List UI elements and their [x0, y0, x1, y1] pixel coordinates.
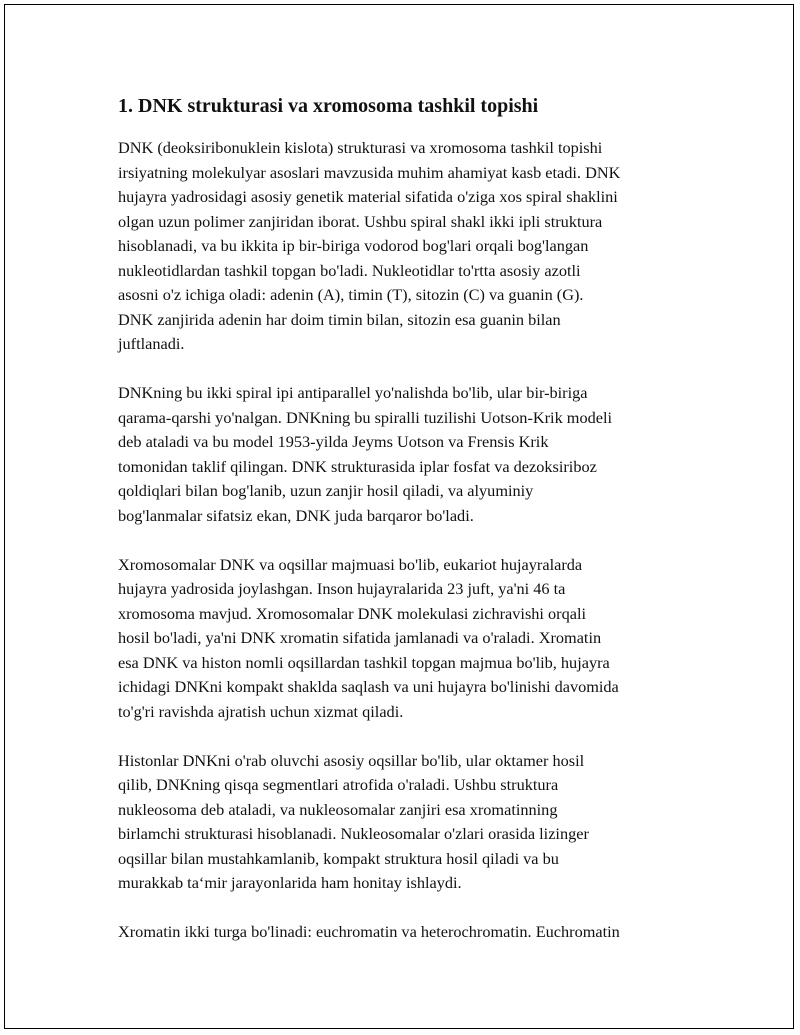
text-line: DNK zanjirida adenin har doim timin bilan, sitozin esa guanin bilan [118, 309, 561, 329]
text-line: hosil bo'ladi, ya'ni DNK xromatin sifatida jamlanadi va o'raladi. Xromatin [118, 628, 602, 647]
paragraph [118, 553, 688, 725]
text-line: DNKning bu ikki spiral ipi antiparallel yo'nalishda bo'lib, ular bir-biriga [118, 383, 588, 402]
paragraph [118, 136, 688, 357]
text-line: ichidagi DNKni kompakt shaklda saqlash va uni hujayra bo'linishi davomida [118, 677, 619, 696]
text-line: juftlanadi. [118, 334, 185, 353]
text-line: qilib, DNKning qisqa segmentlari atrofida o'raladi. Ushbu struktura [118, 775, 559, 794]
text-line: hisoblanadi, va bu ikkita ip bir-biriga vodorod bog'lari orqali bog'langan [118, 236, 589, 255]
text-line: Xromatin ikki turga bo'linadi: euchromatin va heterochromatin. Euchromatin [118, 922, 620, 941]
text-line: qarama-qarshi yo'nalgan. DNKning bu spiralli tuzilishi Uotson-Krik modeli [118, 407, 612, 427]
text-line: hujayra yadrosidagi asosiy genetik material sifatida o'ziga xos spiral shaklini [118, 187, 618, 206]
text-line: hujayra yadrosida joylashgan. Inson hujayralarida 23 juft, ya'ni 46 ta [118, 579, 566, 598]
paragraph [118, 749, 688, 896]
text-line: tomonidan taklif qilingan. DNK strukturasida iplar fosfat va dezoksiriboz [118, 456, 597, 476]
document-body [118, 92, 688, 969]
text-line: Histonlar DNKni o'rab oluvchi asosiy oqsillar bo'lib, ular oktamer hosil [118, 750, 585, 770]
document-title: 1. DNK strukturasi va xromosoma tashkil topishi [118, 95, 539, 117]
text-line: asosni o'z ichiga oladi: adenin (A), timin (T), sitozin (C) va guanin (G). [118, 285, 584, 304]
text-line: deb ataladi va bu model 1953-yilda Jeyms Uotson va Frensis Krik [118, 432, 549, 451]
text-line: bog'lanmalar sifatsiz ekan, DNK juda barqaror bo'ladi. [118, 505, 474, 525]
paragraph [118, 920, 688, 945]
text-line: xromosoma mavjud. Xromosomalar DNK molekulasi zichravishi orqali [118, 603, 586, 623]
text-line: esa DNK va histon nomli oqsillardan tashkil topgan majmua bo'lib, hujayra [118, 652, 610, 672]
text-line: olgan uzun polimer zanjiridan iborat. Ushbu spiral shakl ikki ipli struktura [118, 211, 603, 231]
text-line: Xromosomalar DNK va oqsillar majmuasi bo'lib, eukariot hujayralarda [118, 554, 583, 574]
text-line: murakkab ta‘mir jarayonlarida ham honitay ishlaydi. [118, 873, 462, 892]
text-line: oqsillar bilan mustahkamlanib, kompakt struktura hosil qiladi va bu [118, 848, 559, 868]
paragraph [118, 381, 688, 528]
text-line: irsiyatning molekulyar asoslari mavzusida muhim ahamiyat kasb etadi. DNK [118, 162, 621, 182]
text-line: to'g'ri ravishda ajratish uchun xizmat qiladi. [118, 701, 404, 721]
text-line: DNK (deoksiribonuklein kislota) strukturasi va xromosoma tashkil topishi [118, 138, 603, 157]
text-line: nukleotidlardan tashkil topgan bo'ladi. Nukleotidlar to'rtta asosiy azotli [118, 260, 581, 280]
text-line: nukleosoma deb ataladi, va nukleosomalar zanjiri esa xromatinning [118, 799, 558, 819]
text-line: birlamchi strukturasi hisoblanadi. Nukleosomalar o'zlari orasida lizinger [118, 824, 589, 843]
text-line: qoldiqlari bilan bog'lanib, uzun zanjir hosil qiladi, va alyuminiy [118, 481, 534, 500]
